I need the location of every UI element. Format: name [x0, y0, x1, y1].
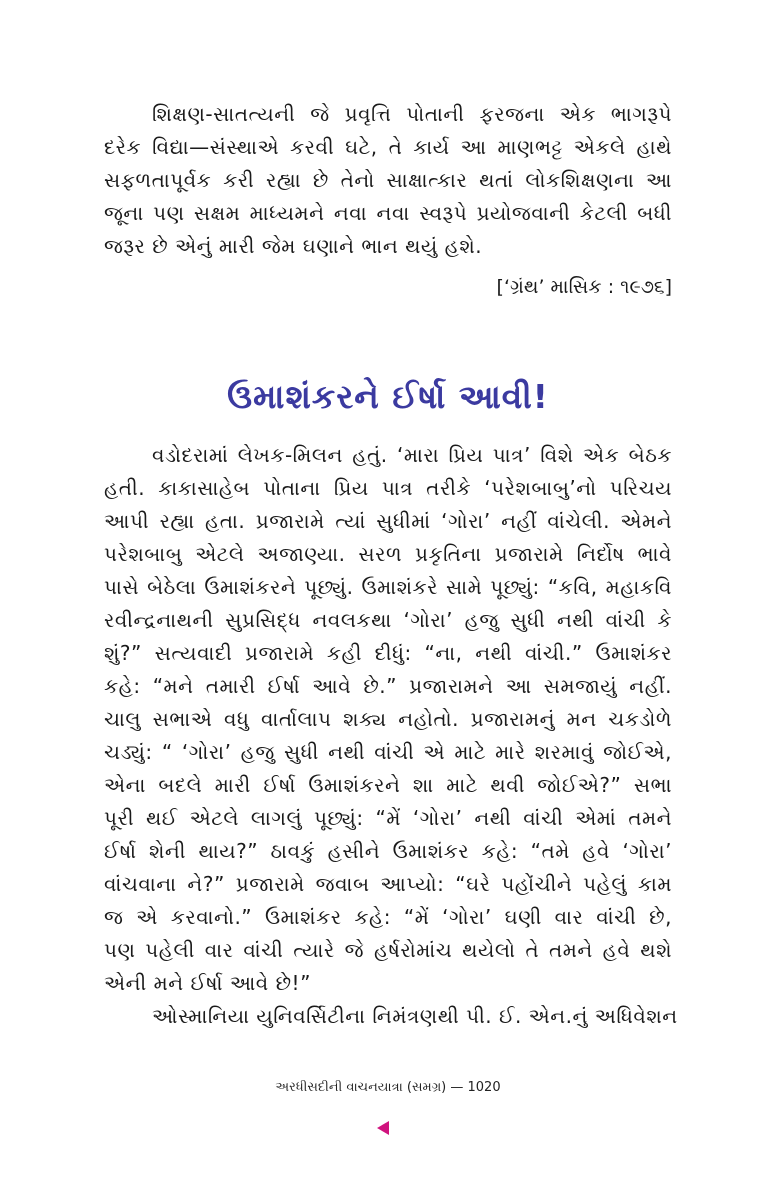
paragraph-line: ઈર્ષા શેની થાય?” ઠાવકું હસીને ઉમાશંકર કહે: “તમે હવે ‘ગોરા’ — [104, 839, 672, 863]
section1-line: શિક્ષણ-સાતત્યની જે પ્રવૃત્તિ પોતાની ફરજના એક ભાગરૂપે — [152, 102, 672, 126]
paragraph-line: શું?” સત્યવાદી પ્રજારામે કહી દીધું: “ના, નથી વાંચી.” ઉમાશંકર — [104, 641, 672, 665]
paragraph-line: વડોદરામાં લેખક-મિલન હતું. ‘મારા પ્રિય પાત્ર’ વિશે એક બેઠક — [152, 443, 672, 467]
paragraph-line: એની મને ઈર્ષા આવે છે!” — [104, 971, 311, 995]
paragraph-line: ચડ્યું: “ ‘ગોરા’ હજુ સુધી નથી વાંચી એ માટે મારે શરમાવું જોઈએ, — [104, 740, 672, 764]
paragraph-line: કહે: “મને તમારી ઈર્ષા આવે છે.” પ્રજારામને આ સમજાયું નહીં. — [104, 674, 672, 698]
section1-line: જરૂર છે એનું મારી જેમ ઘણાને ભાન થયું હશે. — [104, 234, 483, 258]
page-content — [104, 98, 678, 1033]
paragraph-line: ચાલુ સભાએ વધુ વાર્તાલાપ શક્ય નહોતો. પ્રજારામનું મન ચકડોળે — [104, 707, 672, 731]
paragraph-line: એના બદલે મારી ઈર્ષા ઉમાશંકરને શા માટે થવી જોઈએ?” સભા — [104, 773, 672, 797]
previous-page-icon[interactable] — [377, 1121, 389, 1135]
paragraph-line: પણ પહેલી વાર વાંચી ત્યારે જે હર્ષરોમાંચ થયેલો તે તમને હવે થશે — [104, 938, 672, 962]
paragraph-line: જ એ કરવાનો.” ઉમાશંકર કહે: “મેં ‘ગોરા’ ઘણી વાર વાંચી છે, — [104, 905, 672, 929]
section2-paragraph-1 — [104, 439, 672, 1000]
paragraph-line: આપી રહ્યા હતા. પ્રજારામે ત્યાં સુધીમાં ‘ગોરા’ નહીં વાંચેલી. એમને — [104, 509, 672, 533]
paragraph-line: પૂરી થઈ એટલે લાગલું પૂછ્યું: “મેં ‘ગોરા’ નથી વાંચી એમાં તમને — [104, 806, 672, 830]
source-citation: [‘ગ્રંથ’ માસિક : ૧૯૭૬] — [496, 276, 672, 298]
section2-paragraph-2 — [104, 1000, 678, 1033]
paragraph-line: પાસે બેઠેલા ઉમાશંકરને પૂછ્યું. ઉમાશંકરે સામે પૂછ્યું: “કવિ, મહાકવિ — [104, 575, 672, 599]
page-footer: અરધીસદીની વાચનયાત્રા (સમગ્ર) — 1020 — [275, 1080, 501, 1095]
section1-line: દરેક વિદ્યા—સંસ્થાએ કરવી ઘટે, તે કાર્ય આ માણભટ્ટ એકલે હાથે — [104, 135, 672, 159]
section1-line: સફળતાપૂર્વક કરી રહ્યા છે તેનો સાક્ષાત્કાર થતાં લોકશિક્ષણના આ — [104, 168, 672, 192]
paragraph-line: વાંચવાના ને?” પ્રજારામે જવાબ આપ્યો: “ઘરે પહોંચીને પહેલું કામ — [104, 872, 672, 896]
paragraph-line: ઓસ્માનિયા યુનિવર્સિટીના નિમંત્રણથી પી. ઈ. એન.નું અધિવેશન — [152, 1004, 678, 1028]
paragraph-line: પરેશબાબુ એટલે અજાણ્યા. સરળ પ્રકૃતિના પ્રજારામે નિર્દોષ ભાવે — [104, 542, 672, 566]
section1-paragraph — [104, 98, 672, 263]
section1-line: જૂના પણ સક્ષમ માધ્યમને નવા નવા સ્વરૂપે પ્રયોજવાની કેટલી બધી — [104, 201, 672, 225]
paragraph-line: રવીન્દ્રનાથની સુપ્રસિદ્ધ નવલકથા ‘ગોરા’ હજુ સુધી નથી વાંચી કે — [104, 608, 672, 632]
paragraph-line: હતી. કાકાસાહેબ પોતાના પ્રિય પાત્ર તરીકે ‘પરેશબાબુ’નો પરિચય — [104, 476, 672, 500]
article-title: ઉમાશંકરને ઈર્ષા આવી! — [227, 377, 549, 416]
